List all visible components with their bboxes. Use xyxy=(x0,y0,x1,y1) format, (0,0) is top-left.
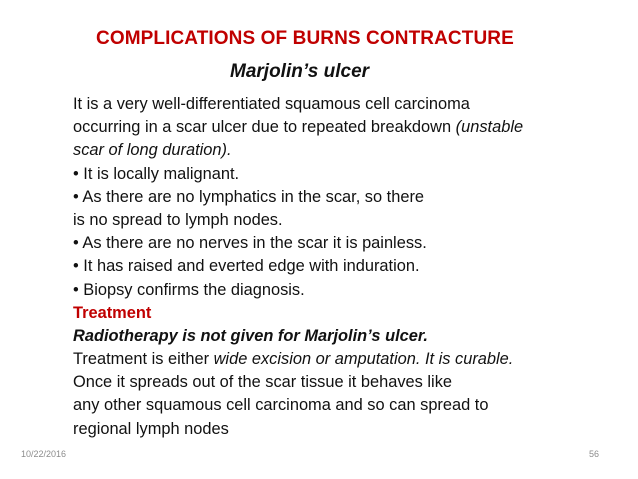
bullet-no-lymphatics-cont: is no spread to lymph nodes. xyxy=(73,210,283,229)
slide-subtitle: Marjolin’s ulcer xyxy=(230,61,370,82)
treatment-radiotherapy: Radiotherapy is not given for Marjolin’s ulcer. xyxy=(73,326,428,345)
intro-line-2-italic: (unstable xyxy=(455,118,524,137)
intro-line-3: scar of long duration). xyxy=(73,141,232,160)
treatment-line-4: regional lymph nodes xyxy=(73,419,229,438)
bullet-raised-edge: • It has raised and everted edge with induration. xyxy=(73,257,420,276)
intro-line-2 xyxy=(73,116,618,139)
slide-title: COMPLICATIONS OF BURNS CONTRACTURE xyxy=(96,28,514,49)
treatment-line-2: Once it spreads out of the scar tissue it behaves like xyxy=(73,373,453,392)
intro-line-1: It is a very well-differentiated squamous cell carcinoma xyxy=(73,95,470,113)
bullet-locally-malignant: • It is locally malignant. xyxy=(73,164,240,183)
treatment-line-1-plain: Treatment is either xyxy=(73,350,214,369)
slide-body xyxy=(73,93,618,441)
treatment-line-1-italic: wide excision or amputation. It is curable. xyxy=(213,350,514,369)
treatment-line-3: any other squamous cell carcinoma and so can spread to xyxy=(73,396,489,415)
footer-date: 10/22/2016 xyxy=(21,449,67,459)
bullet-no-lymphatics: • As there are no lymphatics in the scar, so there xyxy=(73,187,425,206)
treatment-heading: Treatment xyxy=(73,303,152,322)
bullet-biopsy: • Biopsy confirms the diagnosis. xyxy=(73,280,305,299)
footer-page-number: 56 xyxy=(589,449,600,459)
treatment-line-1 xyxy=(73,348,618,371)
intro-line-2-plain: occurring in a scar ulcer due to repeated breakdown xyxy=(73,118,456,137)
bullet-painless: • As there are no nerves in the scar it is painless. xyxy=(73,234,427,253)
